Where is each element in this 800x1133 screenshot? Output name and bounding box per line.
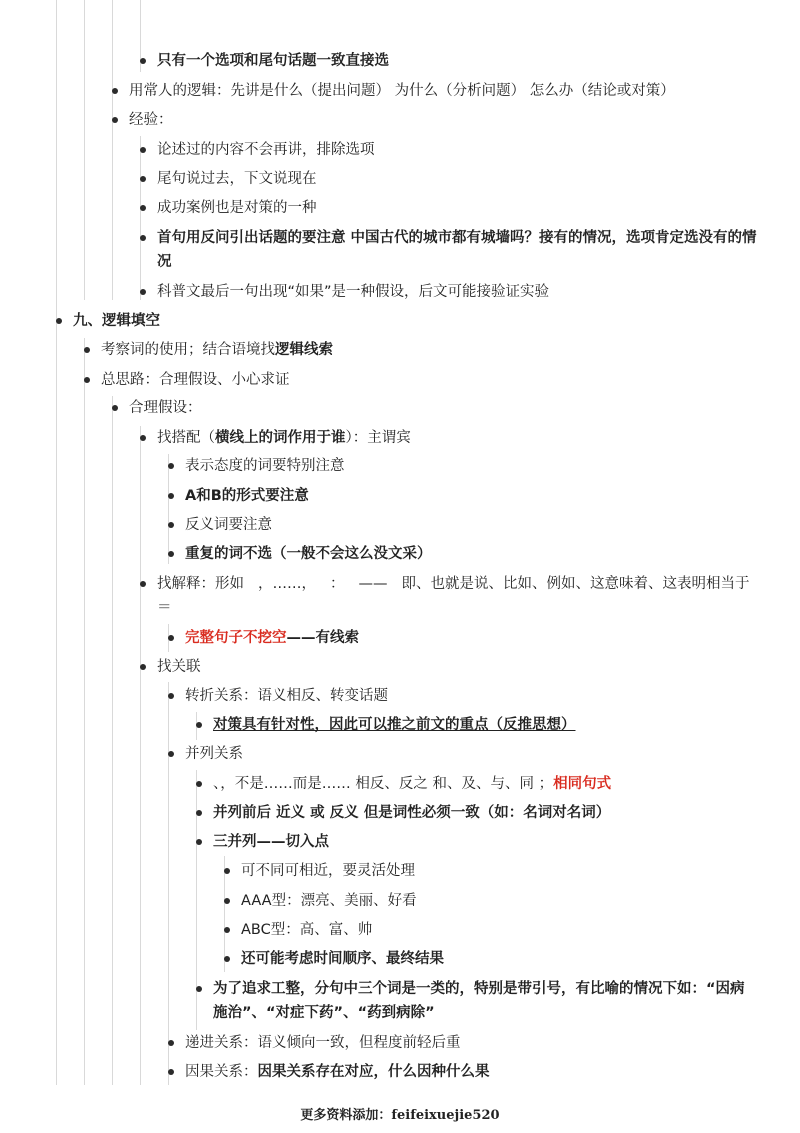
bullet-icon: [112, 405, 118, 411]
list-item: [129, 108, 173, 132]
item-text: 尾句说过去，下文说现在: [157, 171, 317, 187]
bullet-icon: [224, 927, 230, 933]
list-item: [241, 889, 417, 913]
list-item: [185, 742, 243, 766]
tree-guide-line: [168, 682, 169, 1085]
item-text-bold: 横线上的词作用于谁: [215, 430, 346, 446]
item-text: 还可能考虑时间顺序、最终结果: [241, 951, 444, 967]
tree-guide-line: [168, 454, 169, 564]
list-item: [213, 801, 610, 825]
item-text: 递进关系：语义倾向一致，但程度前轻后重: [185, 1035, 461, 1051]
list-item: [129, 396, 202, 420]
list-item: [241, 859, 415, 883]
item-text: ：: [330, 576, 345, 592]
item-text: 用常人的逻辑：先讲是什么（提出问题） 为什么（分析问题） 怎么办（结论或对策）: [129, 83, 675, 99]
item-text: ，……，: [258, 576, 316, 592]
list-item: [129, 79, 675, 103]
item-text: 三并列——切入点: [213, 834, 329, 850]
list-item: [157, 655, 201, 679]
item-text: 转折关系：语义相反、转变话题: [185, 688, 388, 704]
bullet-icon: [168, 635, 174, 641]
item-text: 经验：: [129, 112, 173, 128]
bullet-icon: [168, 522, 174, 528]
item-text: ABC型：高、富、帅: [241, 922, 373, 938]
item-text: ）：主谓宾: [345, 430, 411, 446]
tree-guide-line: [84, 0, 85, 300]
item-text: 、，不是……而是…… 相反、反之 和、及、与、同 ；: [213, 776, 554, 792]
list-item: [157, 426, 411, 450]
item-text: 重复的词不选（一般不会这么没文采）: [185, 546, 432, 562]
item-text: 为了追求工整，分句中三个词是一类的，特别是带引号，有比喻的情况下如：“因病施治”、“对症下药”、“药到病除”: [213, 981, 745, 1021]
item-text-highlight: 相同句式: [553, 776, 612, 792]
item-text-highlight: 完整句子不挖空: [185, 630, 287, 646]
footer-note: 更多资料添加：feifeixuejie520: [300, 1108, 500, 1123]
bullet-icon: [196, 986, 202, 992]
bullet-icon: [224, 956, 230, 962]
list-item: [241, 918, 372, 942]
tree-guide-line: [112, 0, 113, 300]
list-item: [241, 947, 444, 971]
list-item: [185, 626, 359, 650]
list-item: [157, 572, 757, 620]
bullet-icon: [168, 1069, 174, 1075]
list-item: [101, 338, 333, 362]
bullet-icon: [140, 58, 146, 64]
list-item: [101, 368, 290, 392]
bullet-icon: [168, 693, 174, 699]
item-text: 反义词要注意: [185, 517, 272, 533]
list-item: [213, 713, 576, 737]
bullet-icon: [196, 839, 202, 845]
list-item: [213, 830, 329, 854]
bullet-icon: [140, 205, 146, 211]
item-text: 找解释：形如: [157, 576, 244, 592]
bullet-icon: [196, 722, 202, 728]
item-text-bold: 因果关系存在对应，什么因种什么果: [257, 1064, 490, 1080]
tree-guide-line: [140, 426, 141, 1085]
list-item: [213, 977, 758, 1025]
item-text: 并列前后 近义 或 反义 但是词性必须一致（如：名词对名词）: [213, 805, 611, 821]
tree-guide-line: [84, 338, 85, 1085]
bullet-icon: [84, 377, 90, 383]
item-text: 找关联: [157, 659, 201, 675]
bullet-icon: [168, 751, 174, 757]
list-item: [185, 684, 388, 708]
bullet-icon: [140, 664, 146, 670]
list-item: [185, 1031, 461, 1055]
section-heading: [73, 309, 160, 333]
item-text: ——: [358, 576, 388, 592]
bullet-icon: [168, 1040, 174, 1046]
tree-guide-line: [112, 396, 113, 1085]
list-item: [185, 1060, 490, 1084]
item-text: A和B的形式要注意: [185, 488, 309, 504]
item-text: 并列关系: [185, 746, 243, 762]
bullet-icon: [224, 898, 230, 904]
item-text: AAA型：漂亮、美丽、好看: [241, 893, 417, 909]
item-text: 合理假设：: [129, 400, 202, 416]
list-item: [185, 454, 345, 478]
bullet-icon: [168, 551, 174, 557]
list-item: [185, 484, 309, 508]
list-item: [157, 49, 389, 73]
bullet-icon: [140, 147, 146, 153]
bullet-icon: [224, 868, 230, 874]
item-text: 对策具有针对性，因此可以推之前文的重点（反推思想）: [213, 717, 576, 733]
list-item: [185, 542, 432, 566]
list-item: [213, 772, 611, 796]
bullet-icon: [196, 781, 202, 787]
bullet-icon: [140, 581, 146, 587]
bullet-icon: [112, 117, 118, 123]
bullet-icon: [168, 493, 174, 499]
item-text: 总思路：合理假设、小心求证: [101, 372, 290, 388]
bullet-icon: [84, 347, 90, 353]
item-text: 科普文最后一句出现“如果”是一种假设，后文可能接验证实验: [157, 284, 550, 300]
bullet-icon: [112, 88, 118, 94]
list-item: [185, 513, 272, 537]
bullet-icon: [140, 176, 146, 182]
bullet-icon: [56, 318, 62, 324]
item-text: 九、逻辑填空: [73, 313, 160, 329]
item-text: 即、也就是说、比如、例如、这意味着、这表明相当于＝: [157, 576, 750, 616]
item-text-bold: 逻辑线索: [275, 342, 333, 358]
bullet-icon: [140, 435, 146, 441]
item-text: 表示态度的词要特别注意: [185, 458, 345, 474]
item-text: 因果关系：: [185, 1064, 258, 1080]
bullet-icon: [140, 235, 146, 241]
item-text: 考察词的使用；结合语境找: [101, 342, 275, 358]
item-text-bold: ——有线索: [286, 630, 359, 646]
bullet-icon: [196, 810, 202, 816]
list-item: [157, 280, 549, 304]
item-text: 可不同可相近，要灵活处理: [241, 863, 415, 879]
item-text: 论述过的内容不会再讲，排除选项: [157, 142, 375, 158]
tree-guide-line: [56, 0, 57, 1085]
bullet-icon: [168, 463, 174, 469]
tree-guide-line: [140, 136, 141, 300]
list-item: [157, 138, 375, 162]
item-text: 首句用反问引出话题的要注意 中国古代的城市都有城墙吗？接有的情况，选项肯定选没有的情况: [157, 230, 757, 270]
list-item: [157, 226, 757, 274]
list-item: [157, 167, 317, 191]
item-text: 只有一个选项和尾句话题一致直接选: [157, 53, 389, 69]
item-text: 成功案例也是对策的一种: [157, 200, 317, 216]
bullet-icon: [140, 289, 146, 295]
list-item: [157, 196, 317, 220]
item-text: 找搭配（: [157, 430, 215, 446]
